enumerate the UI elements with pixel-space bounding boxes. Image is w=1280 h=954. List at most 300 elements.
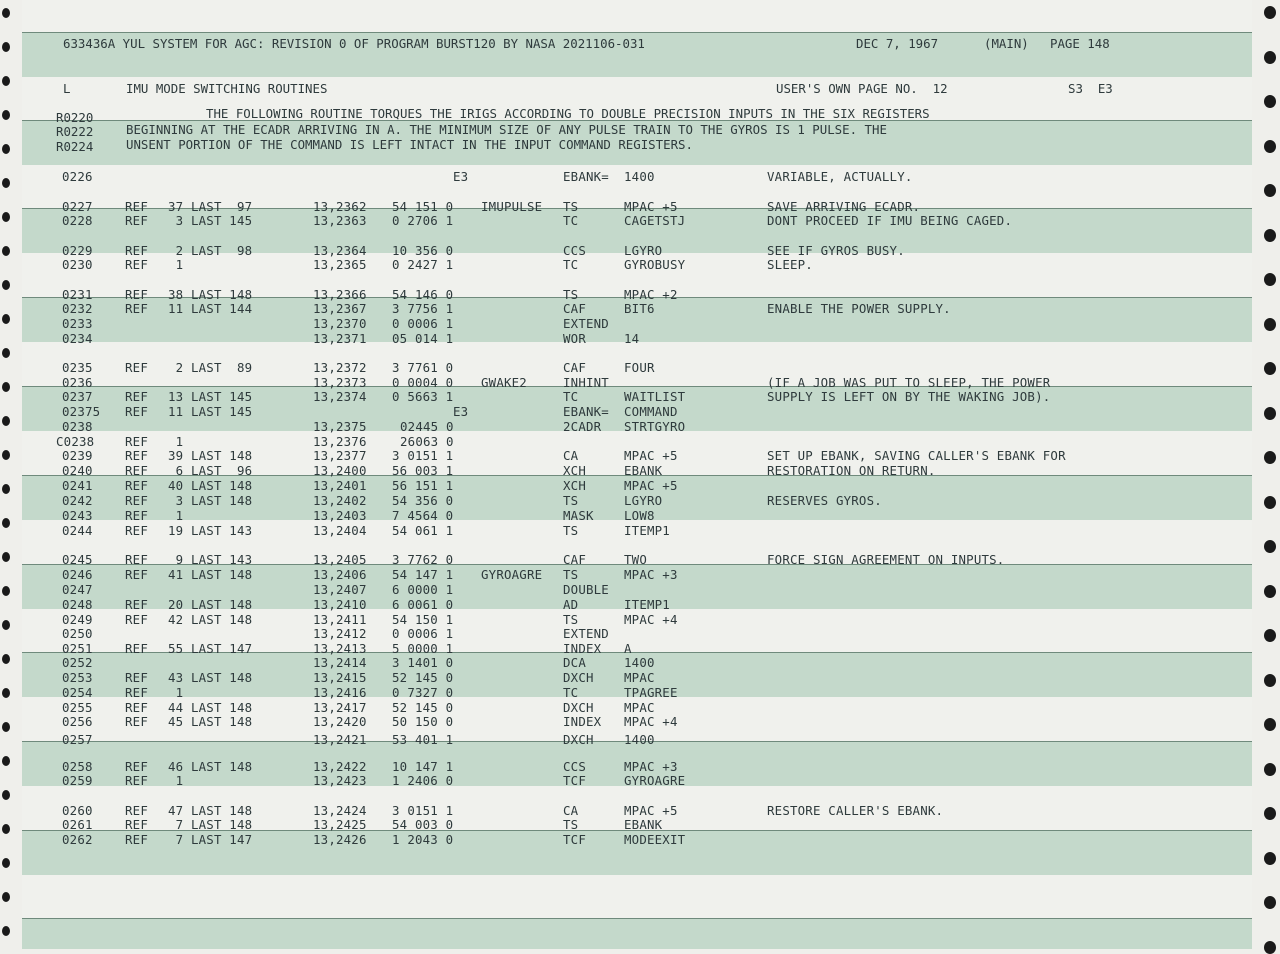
ref-keyword: REF	[125, 389, 148, 404]
opcode: CCS	[563, 243, 586, 258]
address: 13,2400	[313, 463, 367, 478]
octal-word: 05 014 1	[392, 331, 454, 346]
opcode: CA	[563, 448, 579, 463]
ref-keyword: REF	[125, 817, 148, 832]
comment: SUPPLY IS LEFT ON BY THE WAKING JOB).	[767, 389, 1051, 404]
comment: SAVE ARRIVING ECADR.	[767, 199, 921, 214]
operand: MPAC +5	[624, 448, 678, 463]
feed-hole-left	[2, 144, 10, 154]
line-number: 0242	[62, 493, 93, 508]
comment: SEE IF GYROS BUSY.	[767, 243, 905, 258]
line-number: 0261	[62, 817, 93, 832]
comment: RESTORATION ON RETURN.	[767, 463, 936, 478]
operand: LOW8	[624, 508, 655, 523]
ref-last-page: 55 LAST 147	[168, 641, 253, 656]
feed-hole-right	[1264, 184, 1276, 197]
ref-last-page: 1	[168, 434, 184, 449]
feed-hole-right	[1264, 51, 1276, 64]
ref-keyword: REF	[125, 685, 148, 700]
comment: RESERVES GYROS.	[767, 493, 882, 508]
feed-hole-right	[1264, 6, 1276, 19]
opcode: EXTEND	[563, 626, 609, 641]
operand: MPAC +4	[624, 612, 678, 627]
operand: MODEEXIT	[624, 832, 686, 847]
address: 13,2424	[313, 803, 367, 818]
opcode: CCS	[563, 759, 586, 774]
address: 13,2417	[313, 700, 367, 715]
ref-last-page: 7 LAST 148	[168, 817, 253, 832]
ref-keyword: REF	[125, 301, 148, 316]
address: 13,2403	[313, 508, 367, 523]
ref-keyword: REF	[125, 700, 148, 715]
feed-hole-right	[1264, 229, 1276, 242]
feed-hole-left	[2, 858, 10, 868]
operand: 14	[624, 331, 640, 346]
feed-hole-left	[2, 790, 10, 800]
ref-last-page: 39 LAST 148	[168, 448, 253, 463]
line-number: 0250	[62, 626, 93, 641]
octal-word: 3 0151 1	[392, 803, 454, 818]
address: 13,2420	[313, 714, 367, 729]
line-number: 0260	[62, 803, 93, 818]
address: 13,2421	[313, 732, 367, 747]
address: 13,2426	[313, 832, 367, 847]
line-number: 0232	[62, 301, 93, 316]
octal-word: 0 7327 0	[392, 685, 454, 700]
ref-keyword: REF	[125, 434, 148, 449]
octal-word: 6 0000 1	[392, 582, 454, 597]
green-band	[22, 918, 1252, 949]
feed-hole-right	[1264, 585, 1276, 598]
line-number: 0240	[62, 463, 93, 478]
comment: SET UP EBANK, SAVING CALLER'S EBANK FOR	[767, 448, 1066, 463]
ref-keyword: REF	[125, 773, 148, 788]
octal-word: 1 2406 0	[392, 773, 454, 788]
feed-hole-left	[2, 586, 10, 596]
opcode: TS	[563, 567, 579, 582]
line-number: 0227	[62, 199, 93, 214]
line-number: 0253	[62, 670, 93, 685]
address: 13,2415	[313, 670, 367, 685]
operand: TPAGREE	[624, 685, 678, 700]
address: 13,2365	[313, 257, 367, 272]
octal-word: E3	[453, 169, 469, 184]
operand: ITEMP1	[624, 523, 670, 538]
feed-hole-left	[2, 76, 10, 86]
line-number: 0254	[62, 685, 93, 700]
ref-keyword: REF	[125, 612, 148, 627]
listing-type: L	[63, 81, 71, 96]
ref-last-page: 11 LAST 144	[168, 301, 253, 316]
feed-hole-left	[2, 416, 10, 426]
ref-last-page: 37 LAST 97	[168, 199, 253, 214]
octal-word: 6 0061 0	[392, 597, 454, 612]
opcode: EXTEND	[563, 316, 609, 331]
address: 13,2362	[313, 199, 367, 214]
line-number: 0231	[62, 287, 93, 302]
feed-hole-left	[2, 280, 10, 290]
opcode: TCF	[563, 773, 586, 788]
feed-hole-left	[2, 654, 10, 664]
octal-word: 54 146 0	[392, 287, 454, 302]
line-number: 02375	[62, 404, 101, 419]
line-number: 0258	[62, 759, 93, 774]
ref-last-page: 19 LAST 143	[168, 523, 253, 538]
ref-last-page: 44 LAST 148	[168, 700, 253, 715]
operand: BIT6	[624, 301, 655, 316]
octal-word: 54 151 0	[392, 199, 454, 214]
octal-word: 54 061 1	[392, 523, 454, 538]
operand: CAGETSTJ	[624, 213, 686, 228]
opcode: TS	[563, 493, 579, 508]
octal-word: 3 7756 1	[392, 301, 454, 316]
feed-hole-right	[1264, 629, 1276, 642]
page-header-title: 633436A YUL SYSTEM FOR AGC: REVISION 0 OF PROGRAM BURST120 BY NASA 2021106-031	[63, 36, 645, 51]
line-number: 0251	[62, 641, 93, 656]
ref-keyword: REF	[125, 670, 148, 685]
feed-hole-left	[2, 722, 10, 732]
ref-last-page: 3 LAST 148	[168, 493, 253, 508]
ref-keyword: REF	[125, 567, 148, 582]
ref-last-page: 47 LAST 148	[168, 803, 253, 818]
feed-hole-left	[2, 926, 10, 936]
operand: MPAC +3	[624, 567, 678, 582]
comment: RESTORE CALLER'S EBANK.	[767, 803, 944, 818]
ref-last-page: 20 LAST 148	[168, 597, 253, 612]
opcode: TS	[563, 523, 579, 538]
address: 13,2407	[313, 582, 367, 597]
remark-text: BEGINNING AT THE ECADR ARRIVING IN A. THE MINIMUM SIZE OF ANY PULSE TRAIN TO THE GYROS IS 1 PULSE. THE	[126, 122, 887, 137]
opcode: TS	[563, 817, 579, 832]
line-number: 0239	[62, 448, 93, 463]
ref-last-page: 40 LAST 148	[168, 478, 253, 493]
line-number: 0259	[62, 773, 93, 788]
opcode: DXCH	[563, 700, 594, 715]
ref-keyword: REF	[125, 199, 148, 214]
page-header-page: PAGE 148	[1050, 36, 1110, 51]
feed-hole-right	[1264, 273, 1276, 286]
operand: MPAC +5	[624, 478, 678, 493]
line-number: 0246	[62, 567, 93, 582]
operand: WAITLIST	[624, 389, 686, 404]
line-number: 0248	[62, 597, 93, 612]
octal-word: 26063 0	[400, 434, 454, 449]
octal-word: 52 145 0	[392, 700, 454, 715]
feed-hole-left	[2, 246, 10, 256]
ref-last-page: 2 LAST 98	[168, 243, 253, 258]
operand: MPAC +2	[624, 287, 678, 302]
address: 13,2413	[313, 641, 367, 656]
opcode: EBANK=	[563, 169, 609, 184]
line-number: 0229	[62, 243, 93, 258]
address: 13,2410	[313, 597, 367, 612]
opcode: INDEX	[563, 714, 602, 729]
address: 13,2363	[313, 213, 367, 228]
line-number: 0236	[62, 375, 93, 390]
operand: 1400	[624, 732, 655, 747]
ref-keyword: REF	[125, 493, 148, 508]
octal-word: 3 0151 1	[392, 448, 454, 463]
address: 13,2406	[313, 567, 367, 582]
opcode: XCH	[563, 463, 586, 478]
comment: DONT PROCEED IF IMU BEING CAGED.	[767, 213, 1013, 228]
address: 13,2376	[313, 434, 367, 449]
operand: TWO	[624, 552, 647, 567]
address: 13,2367	[313, 301, 367, 316]
ref-keyword: REF	[125, 478, 148, 493]
ref-keyword: REF	[125, 508, 148, 523]
line-number: 0237	[62, 389, 93, 404]
octal-word: 02445 0	[400, 419, 454, 434]
opcode: TS	[563, 612, 579, 627]
address: 13,2414	[313, 655, 367, 670]
line-number: 0255	[62, 700, 93, 715]
octal-word: 0 5663 1	[392, 389, 454, 404]
ref-keyword: REF	[125, 523, 148, 538]
opcode: EBANK=	[563, 404, 609, 419]
ref-keyword: REF	[125, 759, 148, 774]
opcode: TS	[563, 287, 579, 302]
comment: SLEEP.	[767, 257, 813, 272]
remark-line-number: R0224	[56, 139, 94, 154]
feed-hole-right	[1264, 718, 1276, 731]
operand: GYROBUSY	[624, 257, 686, 272]
address: 13,2416	[313, 685, 367, 700]
opcode: TS	[563, 199, 579, 214]
octal-word: 10 147 1	[392, 759, 454, 774]
line-number: 0226	[62, 169, 93, 184]
opcode: INHINT	[563, 375, 609, 390]
feed-hole-right	[1264, 674, 1276, 687]
ref-keyword: REF	[125, 832, 148, 847]
feed-hole-left	[2, 892, 10, 902]
octal-word: 50 150 0	[392, 714, 454, 729]
feed-hole-right	[1264, 807, 1276, 820]
operand: COMMAND	[624, 404, 678, 419]
operand: MPAC +3	[624, 759, 678, 774]
ref-keyword: REF	[125, 257, 148, 272]
operand: STRTGYRO	[624, 419, 686, 434]
operand: MPAC	[624, 700, 655, 715]
ref-keyword: REF	[125, 463, 148, 478]
address: 13,2375	[313, 419, 367, 434]
line-number: 0235	[62, 360, 93, 375]
feed-hole-left	[2, 620, 10, 630]
opcode: TC	[563, 685, 579, 700]
ref-last-page: 38 LAST 148	[168, 287, 253, 302]
comment: (IF A JOB WAS PUT TO SLEEP, THE POWER	[767, 375, 1051, 390]
operand: MPAC +5	[624, 803, 678, 818]
opcode: CAF	[563, 301, 586, 316]
opcode: TC	[563, 389, 579, 404]
ref-keyword: REF	[125, 803, 148, 818]
feed-hole-right	[1264, 852, 1276, 865]
operand: MPAC +4	[624, 714, 678, 729]
ref-keyword: REF	[125, 287, 148, 302]
feed-hole-left	[2, 42, 10, 52]
feed-hole-left	[2, 382, 10, 392]
octal-word: 56 151 1	[392, 478, 454, 493]
line-number: 0245	[62, 552, 93, 567]
octal-word: 54 150 1	[392, 612, 454, 627]
ref-last-page: 13 LAST 145	[168, 389, 253, 404]
ref-keyword: REF	[125, 714, 148, 729]
operand: FOUR	[624, 360, 655, 375]
ref-keyword: REF	[125, 448, 148, 463]
ref-keyword: REF	[125, 552, 148, 567]
octal-word: E3	[453, 404, 469, 419]
line-number: 0234	[62, 331, 93, 346]
remark-line-number: R0220	[56, 110, 94, 125]
ref-last-page: 7 LAST 147	[168, 832, 253, 847]
line-number: 0243	[62, 508, 93, 523]
feed-hole-left	[2, 484, 10, 494]
feed-hole-right	[1264, 140, 1276, 153]
operand: EBANK	[624, 463, 663, 478]
address: 13,2373	[313, 375, 367, 390]
octal-word: 52 145 0	[392, 670, 454, 685]
octal-word: 5 0000 1	[392, 641, 454, 656]
ref-last-page: 46 LAST 148	[168, 759, 253, 774]
ref-last-page: 11 LAST 145	[168, 404, 253, 419]
operand: MPAC	[624, 670, 655, 685]
line-number: C0238	[56, 434, 95, 449]
octal-word: 54 003 0	[392, 817, 454, 832]
octal-word: 56 003 1	[392, 463, 454, 478]
ref-last-page: 3 LAST 145	[168, 213, 253, 228]
octal-word: 0 0006 1	[392, 626, 454, 641]
comment: FORCE SIGN AGREEMENT ON INPUTS.	[767, 552, 1005, 567]
ref-last-page: 1	[168, 508, 184, 523]
feed-hole-left	[2, 110, 10, 120]
line-number: 0230	[62, 257, 93, 272]
octal-word: 54 147 1	[392, 567, 454, 582]
feed-hole-right	[1264, 451, 1276, 464]
opcode: CAF	[563, 360, 586, 375]
ref-last-page: 6 LAST 96	[168, 463, 253, 478]
page-header-date: DEC 7, 1967	[856, 36, 939, 51]
feed-hole-left	[2, 212, 10, 222]
address: 13,2412	[313, 626, 367, 641]
address: 13,2374	[313, 389, 367, 404]
address: 13,2423	[313, 773, 367, 788]
opcode: MASK	[563, 508, 594, 523]
remark-text: THE FOLLOWING ROUTINE TORQUES THE IRIGS ACCORDING TO DOUBLE PRECISION INPUTS IN THE SIX REGISTERS	[206, 106, 930, 121]
ref-keyword: REF	[125, 360, 148, 375]
address: 13,2401	[313, 478, 367, 493]
opcode: INDEX	[563, 641, 602, 656]
feed-hole-right	[1264, 318, 1276, 331]
line-number: 0241	[62, 478, 93, 493]
address: 13,2371	[313, 331, 367, 346]
octal-word: 10 356 0	[392, 243, 454, 258]
line-number: 0256	[62, 714, 93, 729]
ref-keyword: REF	[125, 404, 148, 419]
address: 13,2411	[313, 612, 367, 627]
opcode: DXCH	[563, 732, 594, 747]
octal-word: 0 0006 1	[392, 316, 454, 331]
bank-ref: S3 E3	[1068, 81, 1113, 96]
ref-keyword: REF	[125, 641, 148, 656]
feed-hole-right	[1264, 540, 1276, 553]
line-number: 0247	[62, 582, 93, 597]
octal-word: 3 1401 0	[392, 655, 454, 670]
operand: ITEMP1	[624, 597, 670, 612]
address: 13,2372	[313, 360, 367, 375]
symbol-label: IMUPULSE	[481, 199, 543, 214]
address: 13,2370	[313, 316, 367, 331]
address: 13,2425	[313, 817, 367, 832]
feed-hole-left	[2, 518, 10, 528]
feed-hole-left	[2, 688, 10, 698]
line-number: 0249	[62, 612, 93, 627]
feed-hole-left	[2, 552, 10, 562]
page-header-section: (MAIN)	[984, 36, 1029, 51]
address: 13,2422	[313, 759, 367, 774]
feed-hole-left	[2, 824, 10, 834]
line-number: 0244	[62, 523, 93, 538]
operand: EBANK	[624, 817, 663, 832]
address: 13,2364	[313, 243, 367, 258]
line-number: 0238	[62, 419, 93, 434]
octal-word: 54 356 0	[392, 493, 454, 508]
opcode: DCA	[563, 655, 586, 670]
ref-last-page: 42 LAST 148	[168, 612, 253, 627]
feed-hole-right	[1264, 896, 1276, 909]
ref-last-page: 41 LAST 148	[168, 567, 253, 582]
line-number: 0252	[62, 655, 93, 670]
line-number: 0262	[62, 832, 93, 847]
octal-word: 3 7762 0	[392, 552, 454, 567]
operand: GYROAGRE	[624, 773, 686, 788]
ref-last-page: 1	[168, 685, 184, 700]
octal-word: 0 2706 1	[392, 213, 454, 228]
feed-hole-right	[1264, 763, 1276, 776]
opcode: DOUBLE	[563, 582, 609, 597]
opcode: AD	[563, 597, 579, 612]
symbol-label: GWAKE2	[481, 375, 527, 390]
operand: LGYRO	[624, 493, 663, 508]
octal-word: 0 2427 1	[392, 257, 454, 272]
address: 13,2377	[313, 448, 367, 463]
address: 13,2405	[313, 552, 367, 567]
operand: A	[624, 641, 632, 656]
feed-hole-left	[2, 178, 10, 188]
feed-hole-right	[1264, 362, 1276, 375]
ref-last-page: 43 LAST 148	[168, 670, 253, 685]
feed-hole-left	[2, 314, 10, 324]
opcode: XCH	[563, 478, 586, 493]
ref-last-page: 45 LAST 148	[168, 714, 253, 729]
feed-hole-right	[1264, 407, 1276, 420]
operand: 1400	[624, 169, 655, 184]
opcode: TC	[563, 257, 579, 272]
symbol-label: GYROAGRE	[481, 567, 543, 582]
opcode: WOR	[563, 331, 586, 346]
opcode: CA	[563, 803, 579, 818]
opcode: CAF	[563, 552, 586, 567]
feed-hole-left	[2, 450, 10, 460]
operand: MPAC +5	[624, 199, 678, 214]
comment: ENABLE THE POWER SUPPLY.	[767, 301, 951, 316]
feed-hole-right	[1264, 95, 1276, 108]
feed-hole-left	[2, 348, 10, 358]
opcode: TCF	[563, 832, 586, 847]
octal-word: 3 7761 0	[392, 360, 454, 375]
octal-word: 53 401 1	[392, 732, 454, 747]
feed-hole-right	[1264, 496, 1276, 509]
feed-hole-left	[2, 8, 10, 18]
